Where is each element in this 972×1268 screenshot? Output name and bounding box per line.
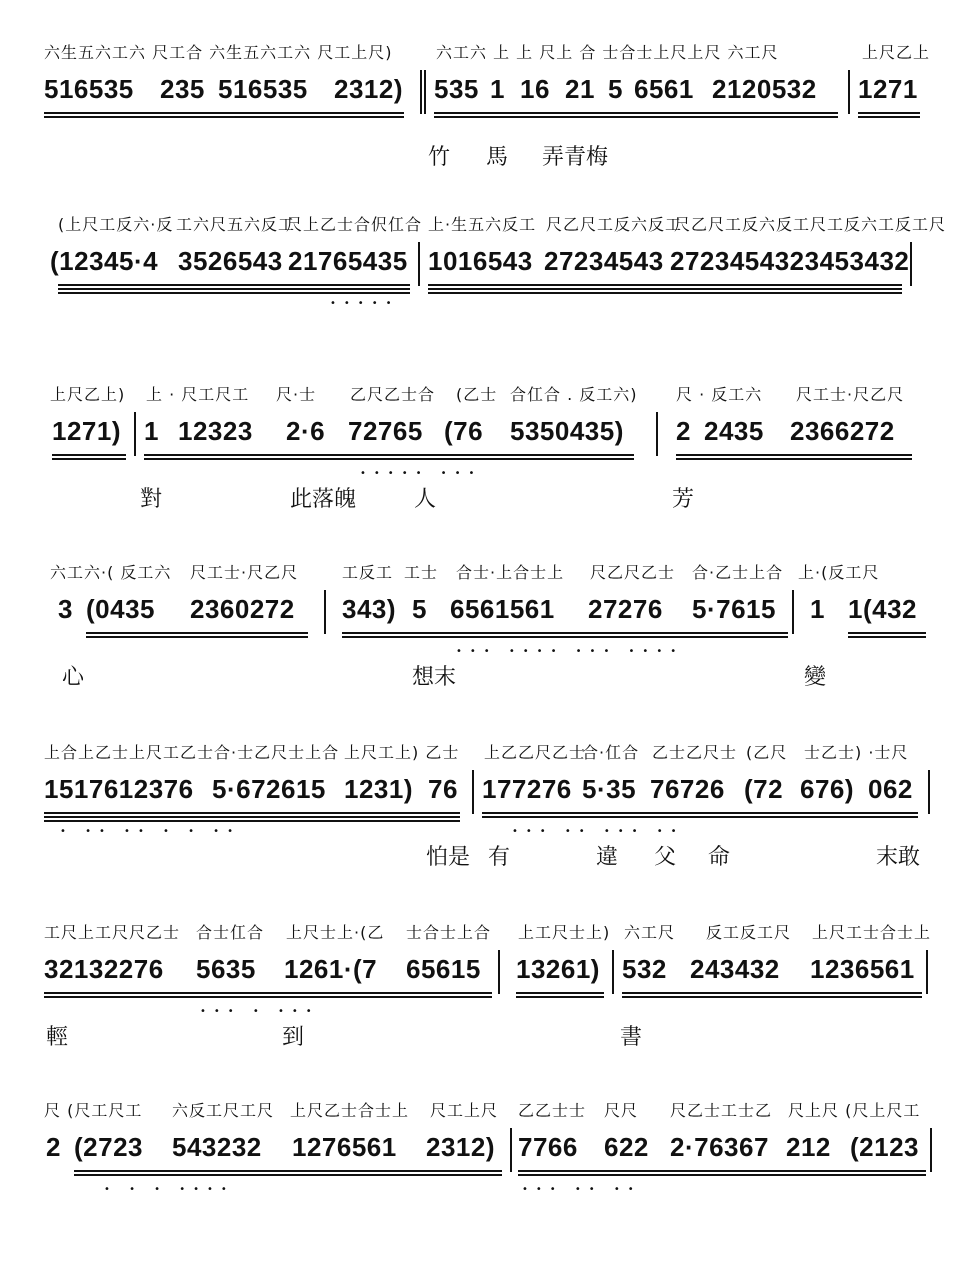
- gongche-notation: 合士·上合士上: [456, 563, 565, 582]
- gongche-notation: 尺工士·尺乙尺: [190, 563, 299, 582]
- lyric-text: 命: [708, 845, 731, 870]
- lyric-text: 竹: [428, 145, 451, 170]
- beat-underline: [858, 112, 920, 120]
- gongche-notation: 合仜合 . 反工六): [510, 385, 638, 404]
- gongche-notation: 六工尺: [624, 923, 676, 942]
- jianpu-group: 212: [786, 1132, 831, 1162]
- jianpu-group: 2312): [334, 74, 403, 104]
- gongche-notation: 上尺乙士合士上: [290, 1101, 410, 1120]
- octave-dots: ••• •• ••: [522, 1184, 642, 1195]
- jianpu-group: 2312): [426, 1132, 495, 1162]
- jianpu-group: 2120532: [712, 74, 817, 104]
- jianpu-group: 062: [868, 774, 913, 804]
- gongche-notation: 上尺乙上): [50, 385, 126, 404]
- jianpu-group: 5: [412, 594, 427, 624]
- gongche-notation: 尺工士·尺乙尺: [796, 385, 905, 404]
- beat-underline: [848, 632, 926, 640]
- gongche-notation: 六工六 上 上 尺上 合 士合士上尺上尺 六工尺: [436, 43, 779, 62]
- jianpu-group: (76: [444, 416, 484, 446]
- gongche-notation: 工反工: [342, 563, 394, 582]
- lyric-text: 弄青梅: [542, 145, 609, 170]
- gongche-notation: 工士: [404, 563, 439, 582]
- beat-underline: [622, 992, 922, 1000]
- jianpu-group: 7766: [518, 1132, 578, 1162]
- jianpu-group: 543232: [172, 1132, 262, 1162]
- jianpu-group: 5·35: [582, 774, 637, 804]
- beat-underline: [44, 812, 460, 820]
- gongche-notation: 上尺工士合士上: [812, 923, 932, 942]
- jianpu-group: 243432: [690, 954, 780, 984]
- gongche-notation: 反工反工尺: [706, 923, 792, 942]
- gongche-notation: 上 · 尺工尺工: [146, 385, 250, 404]
- bar-line: [928, 770, 930, 814]
- beat-underline: [52, 454, 126, 462]
- lyric-text: 到: [282, 1025, 305, 1050]
- gongche-notation: 上尺士上·(乙: [286, 923, 385, 942]
- gongche-notation: 士合士上合: [406, 923, 492, 942]
- jianpu-group: 2: [676, 416, 691, 446]
- gongche-notation: 六工六·( 反工六: [50, 563, 172, 582]
- gongche-notation: 尺 (尺工尺工: [44, 1101, 143, 1120]
- score-system-4: [0, 560, 972, 730]
- lyric-text: 此落魄: [290, 487, 357, 512]
- score-system-5: [0, 740, 972, 910]
- lyric-text: 馬: [486, 145, 509, 170]
- gongche-notation: 乙尺乙士合: [350, 385, 436, 404]
- jianpu-group: 1517612376: [44, 774, 194, 804]
- jianpu-group: 27276: [588, 594, 663, 624]
- lyric-text: 有: [488, 845, 511, 870]
- gongche-notation: 合·仜合: [582, 743, 640, 762]
- score-system-7: [0, 1098, 972, 1268]
- jianpu-group: 343): [342, 594, 397, 624]
- octave-dots: ••• •• ••• ••: [512, 826, 685, 837]
- gongche-notation: 上工尺士上): [518, 923, 611, 942]
- beat-underline: [86, 632, 308, 640]
- jianpu-group: 5·672615: [212, 774, 326, 804]
- bar-line: [848, 70, 850, 114]
- jianpu-group: 2: [46, 1132, 61, 1162]
- jianpu-group: 1231): [344, 774, 413, 804]
- gongche-notation: 士乙士) ·士尺: [804, 743, 909, 762]
- jianpu-group: 2723454323453432: [670, 246, 910, 276]
- gongche-notation: 六反工尺工尺: [172, 1101, 275, 1120]
- jianpu-group: 5635: [196, 954, 256, 984]
- jianpu-group: 1261·(7: [284, 954, 378, 984]
- gongche-notation: 上尺工上) 乙士: [344, 743, 460, 762]
- lyric-text: 違: [596, 845, 619, 870]
- jianpu-group: 1271): [52, 416, 121, 446]
- bar-line: [324, 590, 326, 634]
- lyric-text: 書: [620, 1025, 643, 1050]
- jianpu-group: 72765: [348, 416, 423, 446]
- gongche-notation: 上·生五六反工: [428, 215, 537, 234]
- jianpu-group: 21765435: [288, 246, 408, 276]
- lyric-text: 芳: [672, 487, 695, 512]
- jianpu-group: 2360272: [190, 594, 295, 624]
- jianpu-group: 1276561: [292, 1132, 397, 1162]
- octave-dots: • •• •• • • ••: [60, 826, 241, 837]
- jianpu-group: 1(432: [848, 594, 917, 624]
- bar-line: [134, 412, 136, 456]
- jianpu-group: 1016543: [428, 246, 533, 276]
- jianpu-group: 13261): [516, 954, 600, 984]
- jianpu-group: 3526543: [178, 246, 283, 276]
- beat-underline: [74, 1170, 502, 1178]
- gongche-notation: 合·士乙尺士上合: [214, 743, 340, 762]
- gongche-notation: 尺上尺 (尺上尺工: [788, 1101, 921, 1120]
- jianpu-group: 2·6: [286, 416, 326, 446]
- gongche-notation: 尺工上尺: [430, 1101, 499, 1120]
- gongche-notation: 六生五六工六 尺工合 六生五六工六 尺工上尺): [44, 43, 393, 62]
- lyric-text: 輕: [46, 1025, 69, 1050]
- bar-line: [418, 242, 420, 286]
- score-system-3: [0, 382, 972, 552]
- score-system-2: [0, 212, 972, 382]
- lyric-text: 心: [62, 665, 85, 690]
- jianpu-group: 3: [58, 594, 73, 624]
- jianpu-group: 2·76367: [670, 1132, 769, 1162]
- octave-dots: ••• • •••: [200, 1006, 320, 1017]
- jianpu-group: 21: [565, 74, 595, 104]
- jianpu-group: 516535: [44, 74, 134, 104]
- jianpu-group: 1: [490, 74, 505, 104]
- lyric-text: 對: [140, 487, 163, 512]
- jianpu-group: 177276: [482, 774, 572, 804]
- gongche-notation: (上尺工反六·反: [58, 215, 174, 234]
- gongche-notation: 尺尺: [604, 1101, 639, 1120]
- bar-line: [926, 950, 928, 994]
- bar-line: [472, 770, 474, 814]
- gongche-notation: 上尺乙上: [862, 43, 931, 62]
- beat-underline: [434, 112, 838, 120]
- lyric-text: 末敢: [876, 845, 921, 870]
- gongche-notation: 上·(反工尺: [798, 563, 880, 582]
- bar-line: [910, 242, 912, 286]
- jianpu-group: 32132276: [44, 954, 164, 984]
- jianpu-group: 235: [160, 74, 205, 104]
- lyric-text: 變: [804, 665, 827, 690]
- jianpu-group: 1236561: [810, 954, 915, 984]
- gongche-notation: 工六尺五六反工: [176, 215, 296, 234]
- beat-underline: [144, 454, 634, 462]
- octave-dots: ••• •••• ••• ••••: [456, 646, 685, 657]
- gongche-notation: 尺乙士工士乙: [670, 1101, 773, 1120]
- jianpu-group: 535: [434, 74, 479, 104]
- jianpu-group: (2723: [74, 1132, 143, 1162]
- jianpu-group: (0435: [86, 594, 155, 624]
- jianpu-group: (72: [744, 774, 784, 804]
- gongche-notation: 上合上乙士上尺工乙士: [44, 743, 215, 762]
- jianpu-group: 76: [428, 774, 458, 804]
- octave-dots: ••••• •••: [360, 468, 483, 479]
- gongche-notation: (乙士: [456, 385, 498, 404]
- beat-underline: [428, 284, 902, 292]
- bar-line: [792, 590, 794, 634]
- jianpu-group: 1: [144, 416, 159, 446]
- jianpu-group: 16: [520, 74, 550, 104]
- beat-underline: [44, 992, 492, 1000]
- lyric-text: 父: [654, 845, 677, 870]
- bar-line: [420, 70, 422, 114]
- jianpu-group: 2435: [704, 416, 764, 446]
- gongche-notation: 合士仜合: [196, 923, 265, 942]
- jianpu-group: 12323: [178, 416, 253, 446]
- bar-line: [510, 1128, 512, 1172]
- bar-line: [612, 950, 614, 994]
- beat-underline: [516, 992, 604, 1000]
- jianpu-group: 516535: [218, 74, 308, 104]
- jianpu-group: 5: [608, 74, 623, 104]
- gongche-notation: 乙士乙尺士: [652, 743, 738, 762]
- beat-underline: [676, 454, 912, 462]
- gongche-notation: 尺乙尺乙士: [590, 563, 676, 582]
- gongche-notation: 尺上乙士合伬仜合: [286, 215, 423, 234]
- jianpu-group: 676): [800, 774, 855, 804]
- octave-dots: • • • ••••: [104, 1184, 235, 1195]
- gongche-notation: 尺乙尺工反六反工尺工反六工反工尺: [674, 215, 947, 234]
- jianpu-group: 1271: [858, 74, 918, 104]
- gongche-notation: 上乙乙尺乙士: [484, 743, 587, 762]
- jianpu-group: 6561: [634, 74, 694, 104]
- jianpu-group: 2366272: [790, 416, 895, 446]
- jianpu-group: 1: [810, 594, 825, 624]
- beat-underline: [58, 284, 410, 292]
- gongche-notation: 尺 · 反工六: [676, 385, 763, 404]
- bar-line: [498, 950, 500, 994]
- gongche-notation: 尺·士: [276, 385, 317, 404]
- beat-underline: [342, 632, 788, 640]
- jianpu-group: 622: [604, 1132, 649, 1162]
- lyric-text: 人: [414, 487, 437, 512]
- jianpu-group: 5350435): [510, 416, 624, 446]
- jianpu-group: (12345·4: [50, 246, 159, 276]
- bar-line: [424, 70, 426, 114]
- beat-underline: [482, 812, 918, 820]
- gongche-notation: 合·乙士上合: [692, 563, 784, 582]
- lyric-text: 想末: [412, 665, 457, 690]
- jianpu-group: 76726: [650, 774, 725, 804]
- octave-dots: •••••: [330, 298, 400, 309]
- jianpu-group: (2123: [850, 1132, 919, 1162]
- beat-underline: [44, 112, 404, 120]
- jianpu-group: 532: [622, 954, 667, 984]
- score-system-6: [0, 920, 972, 1090]
- gongche-notation: 乙乙士士: [518, 1101, 587, 1120]
- jianpu-group: 6561561: [450, 594, 555, 624]
- jianpu-group: 27234543: [544, 246, 664, 276]
- bar-line: [656, 412, 658, 456]
- jianpu-group: 5·7615: [692, 594, 776, 624]
- gongche-notation: (乙尺: [746, 743, 788, 762]
- jianpu-group: 65615: [406, 954, 481, 984]
- beat-underline: [518, 1170, 926, 1178]
- lyric-text: 怕是: [426, 845, 471, 870]
- bar-line: [930, 1128, 932, 1172]
- score-system-1: [0, 40, 972, 210]
- gongche-notation: 尺乙尺工反六反工: [546, 215, 683, 234]
- gongche-notation: 工尺上工尺尺乙士: [44, 923, 181, 942]
